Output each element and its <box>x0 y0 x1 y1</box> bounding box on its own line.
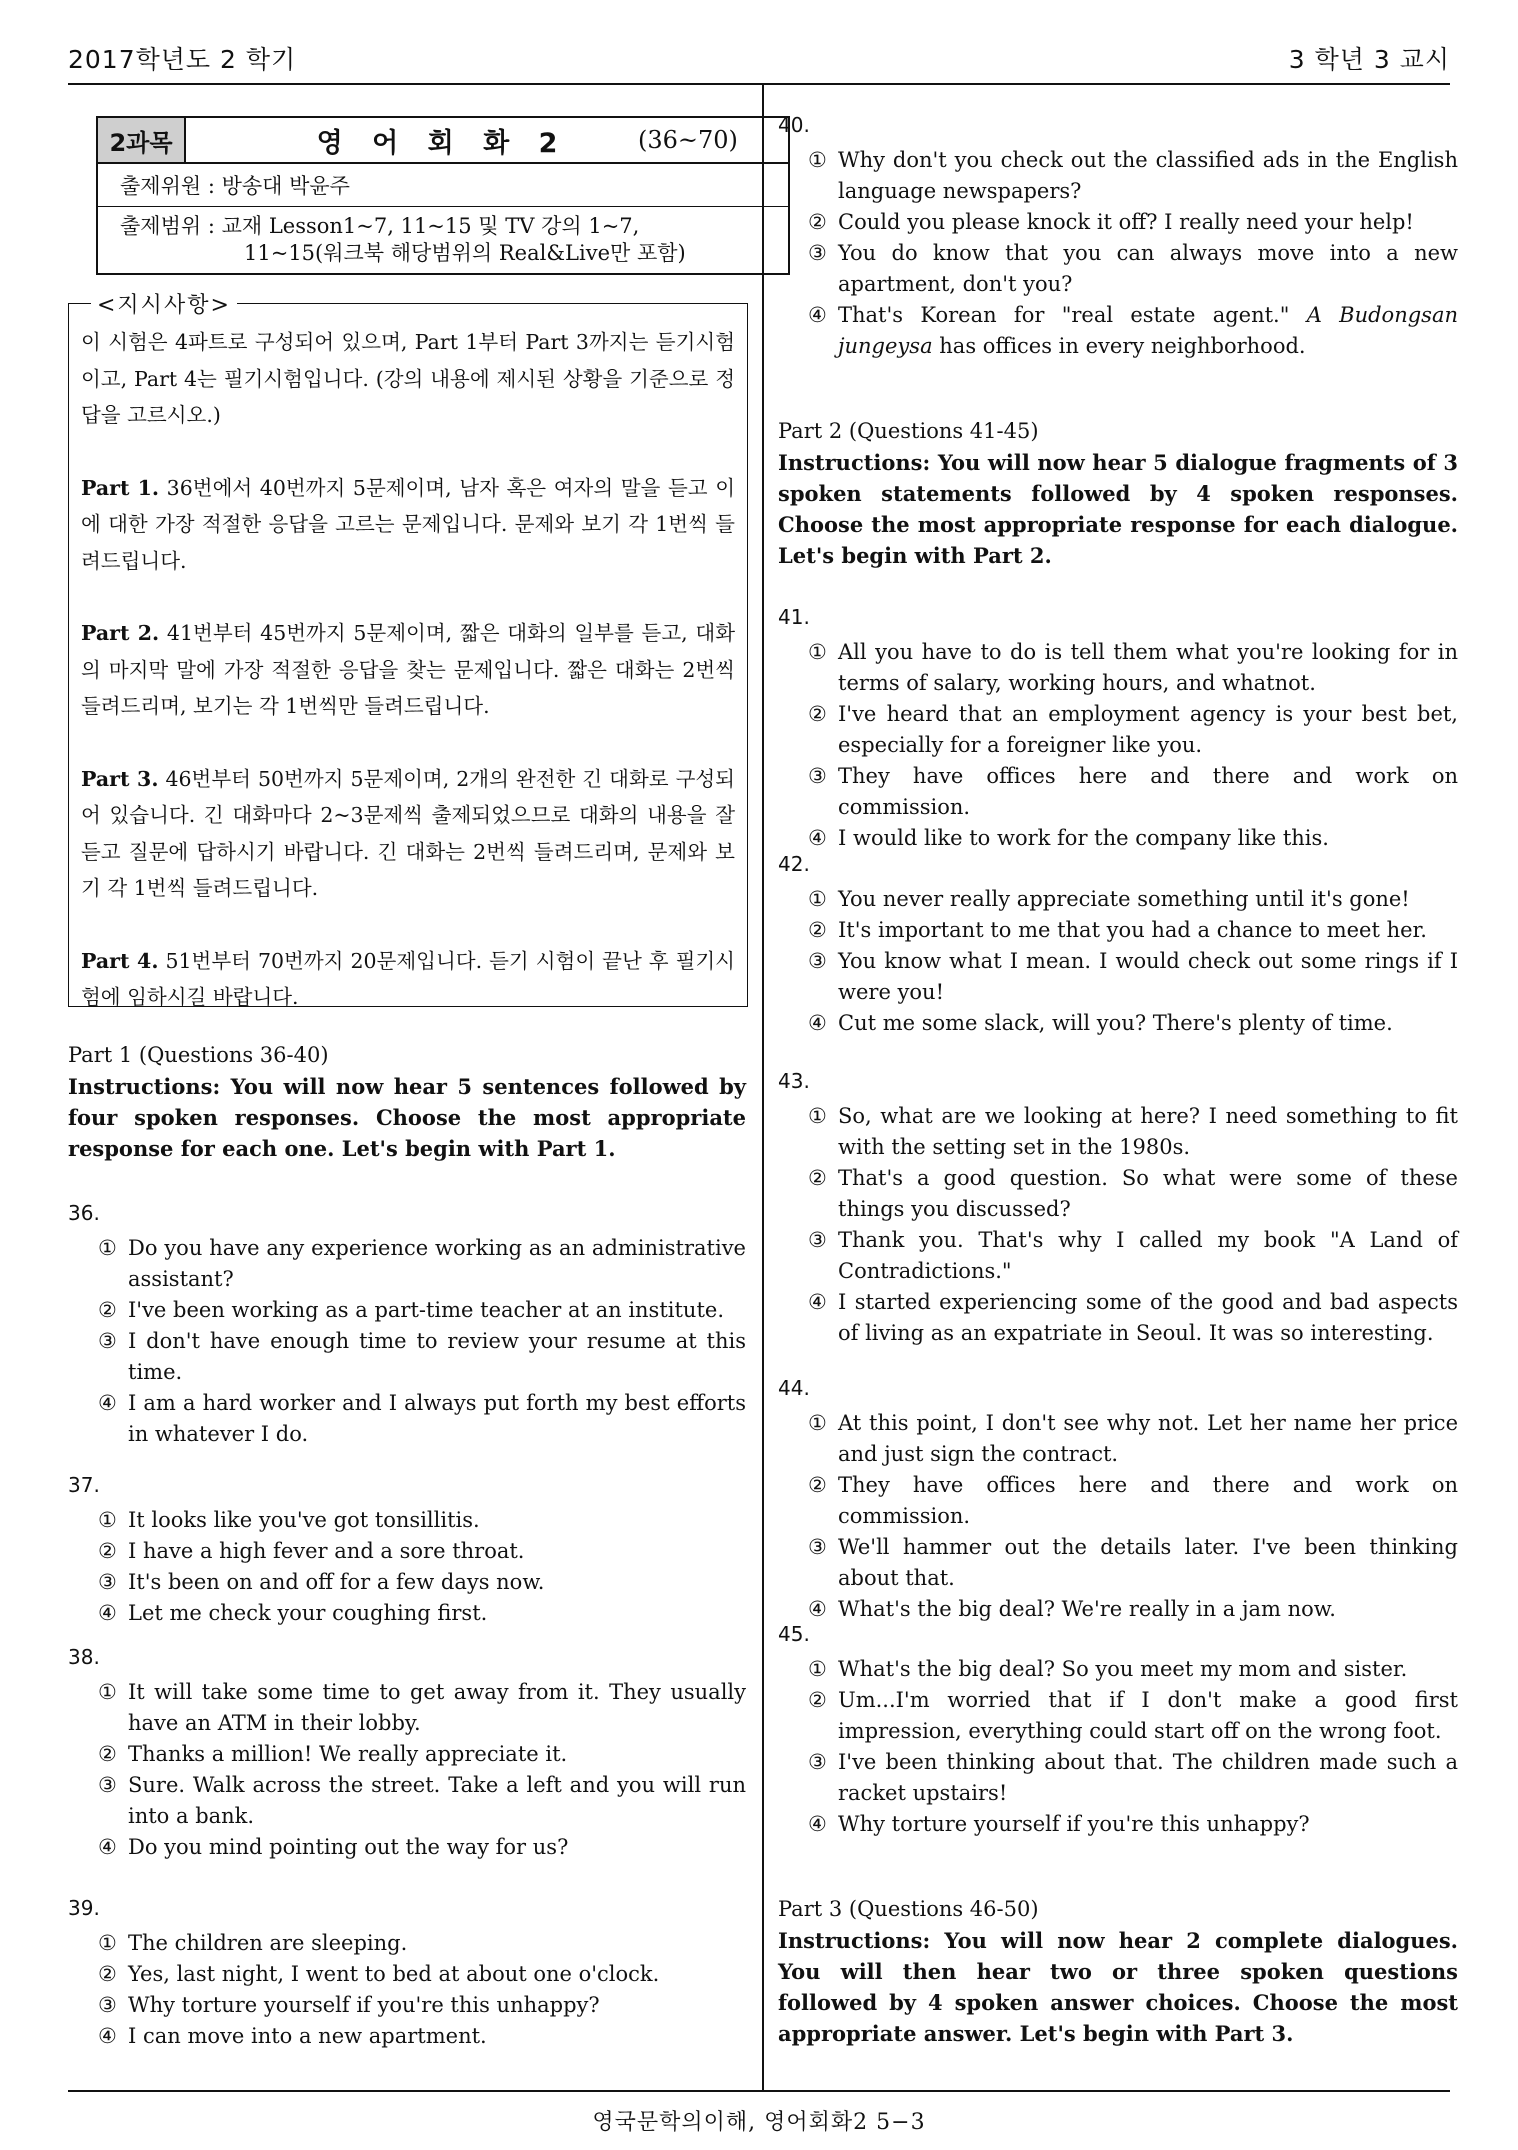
answer-option[interactable]: ④ What's the big deal? We're really in a jam now. <box>808 1597 1336 1621</box>
instructions-box <box>68 293 748 1009</box>
answer-option[interactable]: ④ I am a hard worker and I always put forth my best efforts in whatever I do. <box>98 1391 746 1446</box>
answer-option[interactable]: ② Thanks a million! We really appreciate it. <box>98 1742 568 1766</box>
part3-instructions: Instructions: You will now hear 2 complete dialogues. You will then hear two or three spoken questions followed by 4 spoken answer choices. Choose the most appropriate answer. Let's begin with Part 3. <box>778 1928 1458 2046</box>
question-45 <box>778 1619 1458 1840</box>
exam-scope-line1: 출제범위 : 교재 Lesson1~7, 11~15 및 TV 강의 1~7, <box>120 214 640 238</box>
question-number: 43. <box>778 1069 810 1093</box>
answer-option[interactable]: ④ Let me check your coughing first. <box>98 1601 488 1625</box>
answer-option[interactable]: ① The children are sleeping. <box>98 1931 408 1955</box>
answer-option[interactable]: ④ That's Korean for "real estate agent." A Budongsan jungeysa has offices in every neighborhood. <box>808 303 1458 358</box>
answer-option[interactable]: ③ Sure. Walk across the street. Take a left and you will run into a bank. <box>98 1773 746 1828</box>
answer-option[interactable]: ② I have a high fever and a sore throat. <box>98 1539 525 1563</box>
answer-option[interactable]: ① What's the big deal? So you meet my mom and sister. <box>808 1657 1408 1681</box>
answer-option[interactable]: ② That's a good question. So what were some of these things you discussed? <box>808 1166 1458 1221</box>
question-39 <box>68 1893 746 2052</box>
answer-option[interactable]: ② They have offices here and there and work on commission. <box>808 1473 1458 1528</box>
header-rule <box>68 83 1450 85</box>
answer-option[interactable]: ① Why don't you check out the classified ads in the English language newspapers? <box>808 148 1458 203</box>
question-43 <box>778 1066 1458 1349</box>
answer-option[interactable]: ④ I can move into a new apartment. <box>98 2024 487 2048</box>
answer-option[interactable]: ① So, what are we looking at here? I need something to fit with the setting set in the 1980s. <box>808 1104 1458 1159</box>
instructions-part4: Part 4. 51번부터 70번까지 20문제입니다. 듣기 시험이 끝난 후 필기시험에 임하시길 바랍니다. <box>81 948 735 1009</box>
instructions-part2: Part 2. 41번부터 45번까지 5문제이며, 짧은 대화의 일부를 듣고, 대화의 마지막 말에 가장 적절한 응답을 찾는 문제입니다. 짧은 대화는 2번씩 들려드리며, 보기는 각 1번씩만 들려드립니다. <box>81 621 735 718</box>
question-38 <box>68 1642 746 1863</box>
answer-option[interactable]: ② Yes, last night, I went to bed at about one o'clock. <box>98 1962 660 1986</box>
question-40 <box>778 110 1458 362</box>
answer-option[interactable]: ③ I've been thinking about that. The children made such a racket upstairs! <box>808 1750 1458 1805</box>
answer-option[interactable]: ③ Why torture yourself if you're this unhappy? <box>98 1993 600 2017</box>
question-42 <box>778 849 1458 1039</box>
exam-scope <box>98 207 788 273</box>
page-footer: 영국문학의이해, 영어회화2 5−3 <box>592 2110 926 2135</box>
answer-option[interactable]: ③ We'll hammer out the details later. I've been thinking about that. <box>808 1535 1458 1590</box>
question-number: 45. <box>778 1622 810 1646</box>
answer-option[interactable]: ③ You know what I mean. I would check out some rings if I were you! <box>808 949 1458 1004</box>
answer-option[interactable]: ① All you have to do is tell them what you're looking for in terms of salary, working hours, and whatnot. <box>808 640 1458 695</box>
answer-option[interactable]: ② It's important to me that you had a chance to meet her. <box>808 918 1427 942</box>
answer-option[interactable]: ① It will take some time to get away from it. They usually have an ATM in their lobby. <box>98 1680 746 1735</box>
subject-code: 2과목 <box>98 118 186 162</box>
instructions-intro: 이 시험은 4파트로 구성되어 있으며, Part 1부터 Part 3까지는 듣기시험이고, Part 4는 필기시험입니다. (강의 내용에 제시된 상황을 기준으로 정답을 고르시오.) <box>81 330 735 427</box>
part1-instructions: Instructions: You will now hear 5 sentences followed by four spoken responses. Choose the most appropriate response for each one. Let's begin with Part 1. <box>68 1074 746 1161</box>
exam-scope-line2: 11~15(워크북 해당범위의 Real&Live만 포함) <box>244 241 686 265</box>
instructions-title: <지시사항> <box>91 288 237 319</box>
question-37 <box>68 1470 746 1629</box>
answer-option[interactable]: ④ Do you mind pointing out the way for us? <box>98 1835 569 1859</box>
answer-option[interactable]: ④ I started experiencing some of the good and bad aspects of living as an expatriate in Seoul. It was so interesting. <box>808 1290 1458 1345</box>
question-44 <box>778 1373 1458 1625</box>
answer-option[interactable]: ③ Thank you. That's why I called my book "A Land of Contradictions." <box>808 1228 1458 1283</box>
answer-option[interactable]: ③ They have offices here and there and work on commission. <box>808 764 1458 819</box>
question-36 <box>68 1198 746 1450</box>
subject-name: 영 어 회 화 2 <box>316 127 568 159</box>
answer-option[interactable]: ④ Cut me some slack, will you? There's plenty of time. <box>808 1011 1393 1035</box>
answer-option[interactable]: ④ Why torture yourself if you're this unhappy? <box>808 1812 1310 1836</box>
part2-header <box>778 416 1458 571</box>
question-number: 40. <box>778 113 810 137</box>
answer-option[interactable]: ③ It's been on and off for a few days now. <box>98 1570 545 1594</box>
answer-option[interactable]: ① It looks like you've got tonsillitis. <box>98 1508 480 1532</box>
part3-header <box>778 1894 1458 2049</box>
question-number: 44. <box>778 1376 810 1400</box>
answer-option[interactable]: ① You never really appreciate something until it's gone! <box>808 887 1410 911</box>
question-41 <box>778 602 1458 854</box>
answer-option[interactable]: ② I've heard that an employment agency is your best bet, especially for a foreigner like you. <box>808 702 1458 757</box>
question-number: 39. <box>68 1896 100 1920</box>
part1-title: Part 1 (Questions 36-40) <box>68 1043 329 1067</box>
question-number: 37. <box>68 1473 100 1497</box>
part2-title: Part 2 (Questions 41-45) <box>778 419 1039 443</box>
exam-semester: 2017학년도 2 학기 <box>68 45 297 74</box>
part2-instructions: Instructions: You will now hear 5 dialogue fragments of 3 spoken statements followed by 4 spoken responses. Choose the most appropriate response for each dialogue. Let's begin with Part 2. <box>778 450 1458 568</box>
answer-option[interactable]: ③ I don't have enough time to review your resume at this time. <box>98 1329 746 1384</box>
question-number: 36. <box>68 1201 100 1225</box>
answer-option[interactable]: ③ You do know that you can always move into a new apartment, don't you? <box>808 241 1458 296</box>
question-number: 38. <box>68 1645 100 1669</box>
answer-option[interactable]: ② Could you please knock it off? I really need your help! <box>808 210 1414 234</box>
column-divider <box>762 84 764 2090</box>
answer-option[interactable]: ① At this point, I don't see why not. Let her name her price and just sign the contract. <box>808 1411 1458 1466</box>
part3-title: Part 3 (Questions 46-50) <box>778 1897 1039 1921</box>
instructions-part3: Part 3. 46번부터 50번까지 5문제이며, 2개의 완전한 긴 대화로 구성되어 있습니다. 긴 대화마다 2~3문제씩 출제되었으므로 대화의 내용을 잘 듣고 질문에 답하시기 바랍니다. 긴 대화는 2번씩 들려드리며, 문제와 보기 각 1번씩 들려드립니다. <box>81 766 735 900</box>
instructions-part1: Part 1. 36번에서 40번까지 5문제이며, 남자 혹은 여자의 말을 듣고 이에 대한 가장 적절한 응답을 고르는 문제입니다. 문제와 보기 각 1번씩 들려드립니다. <box>81 475 735 573</box>
question-number: 41. <box>778 605 810 629</box>
question-number: 42. <box>778 852 810 876</box>
answer-option[interactable]: ② I've been working as a part-time teacher at an institute. <box>98 1298 724 1322</box>
question-range: (36~70) <box>638 126 738 154</box>
subject-box <box>96 116 790 275</box>
exam-author: 출제위원 : 방송대 박윤주 <box>98 164 788 207</box>
answer-option[interactable]: ② Um...I'm worried that if I don't make a good first impression, everything could start off on the wrong foot. <box>808 1688 1458 1743</box>
part1-header <box>68 1040 746 1164</box>
answer-option[interactable]: ④ I would like to work for the company like this. <box>808 826 1329 850</box>
footer-rule <box>68 2090 1450 2092</box>
exam-grade-period: 3 학년 3 교시 <box>1288 45 1450 74</box>
answer-option[interactable]: ① Do you have any experience working as an administrative assistant? <box>98 1236 746 1291</box>
